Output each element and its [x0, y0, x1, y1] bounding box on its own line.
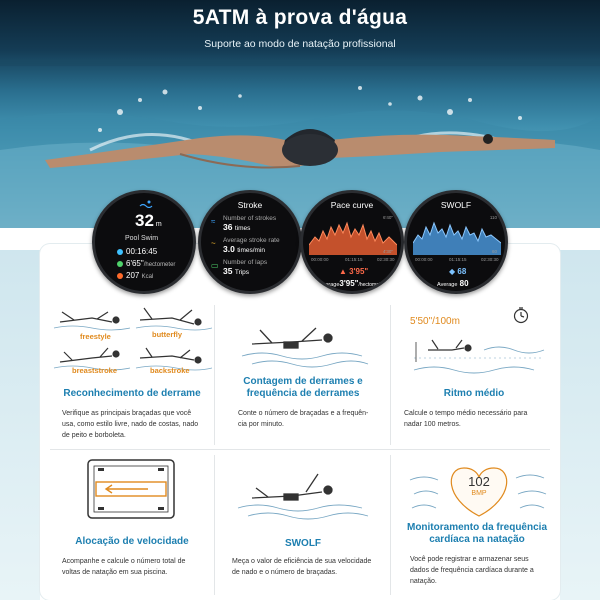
pace-value: 5'50"/100m [410, 316, 460, 327]
divider [390, 305, 391, 445]
feature-title-stroke-count: Contagem de derrames e frequência de derrames [243, 376, 363, 399]
swimmer-count-illustration [232, 318, 372, 368]
divider [50, 449, 550, 450]
swim-mode-label: Pool Swim [125, 235, 159, 242]
divider [214, 455, 215, 595]
watch-pool-swim [92, 190, 196, 294]
clock-icon [117, 249, 123, 255]
feature-title-heart-rate: Monitoramento da frequência cardíaca na natação [406, 522, 547, 545]
side-decoration-right [560, 250, 600, 600]
watch-title: Stroke [237, 200, 263, 210]
watch-title: SWOLF [440, 200, 472, 210]
feature-title-average-pace: Ritmo médio [443, 388, 505, 399]
stroke-count: Number of strokes 36 times [223, 215, 277, 232]
laps-icon: ▭ [211, 261, 219, 270]
rabbit-icon: ▲ [339, 267, 347, 276]
pool-lane-illustration [84, 456, 180, 526]
feature-desc-average-pace: Calcule o tempo médio necessário para nadar 100 metros. [404, 410, 528, 428]
label-breaststroke: breaststroke [72, 366, 118, 375]
distance-value: 32 m [135, 211, 162, 230]
best-pace: ▲ 3'95" [339, 267, 369, 276]
watch-swolf: SWOLF 110 60 00:00:00 01:15:15 02:30:30 ◆ 68 Average 80 [404, 190, 508, 294]
swolf-swimmer-illustration [232, 464, 372, 520]
label-butterfly: butterfly [152, 330, 182, 339]
feature-desc-heart-rate: Você pode registrar e armazenar seus dados de frequência cardíaca durante a natação. [410, 556, 534, 585]
feature-desc-swolf: Meça o valor de eficiência de sua velocidade de nado e o número de braçadas. [232, 558, 372, 576]
watch-title: Pace curve [330, 200, 374, 210]
heart-rate-value: 102 [468, 474, 490, 489]
swimmer-photo [0, 0, 600, 228]
stroke-rate: Average stroke rate 3.0 times/min [223, 237, 280, 254]
hero-banner [0, 0, 600, 228]
pace-row: 6'65"/hectometer [117, 259, 175, 268]
label-freestyle: freestyle [80, 332, 111, 341]
feature-title-speed-allocation: Alocação de velocidade [75, 536, 189, 547]
feature-desc-speed-allocation: Acompanhe e calcule o número total de voltas de natação em sua piscina. [62, 558, 186, 576]
calorie-row: 207 Kcal [117, 271, 153, 280]
average-swolf: Average 80 [437, 279, 469, 288]
divider [390, 455, 391, 595]
watch-stroke [198, 190, 302, 294]
pace-illustration [404, 330, 554, 382]
feature-desc-stroke-count: Conte o número de braçadas e a frequên- cia por minuto. [238, 410, 369, 428]
lap-count: Number of laps 35 Trips [223, 259, 268, 276]
swimmer-icon [139, 200, 153, 208]
stroke-count-icon: ≈ [211, 217, 216, 226]
swolf-chart [413, 215, 501, 255]
watch-pace-curve: Pace curve 6'40" 4'30" 00:00:00 01:15:15 02:30:30 ▲ 3'95" Average3'95"/hectometer [300, 190, 404, 294]
hero-title: 5ATM à prova d'água [192, 6, 408, 29]
stroke-rate-icon: ~ [211, 239, 216, 248]
feature-title-stroke-recognition: Reconhecimento de derrame [63, 388, 201, 399]
average-pace: Average3'95"/hectometer [319, 279, 385, 288]
hero-subtitle: Suporte ao modo de natação profissional [204, 38, 396, 50]
pace-icon [117, 261, 123, 267]
flame-icon [117, 273, 123, 279]
label-backstroke: backstroke [150, 366, 190, 375]
swolf-icon: ◆ [449, 267, 456, 276]
heart-rate-unit: BMP [471, 490, 487, 497]
feature-title-swolf: SWOLF [284, 538, 322, 549]
best-swolf: ◆ 68 [449, 267, 467, 276]
divider [214, 305, 215, 445]
side-decoration-left [0, 250, 40, 600]
feature-desc-stroke-recognition: Verifique as principais braçadas que você usa, como estilo livre, nado de costas, nado de peito e borboleta. [62, 410, 199, 439]
time-row: 00:16:45 [117, 247, 157, 256]
stopwatch-icon [512, 306, 530, 324]
